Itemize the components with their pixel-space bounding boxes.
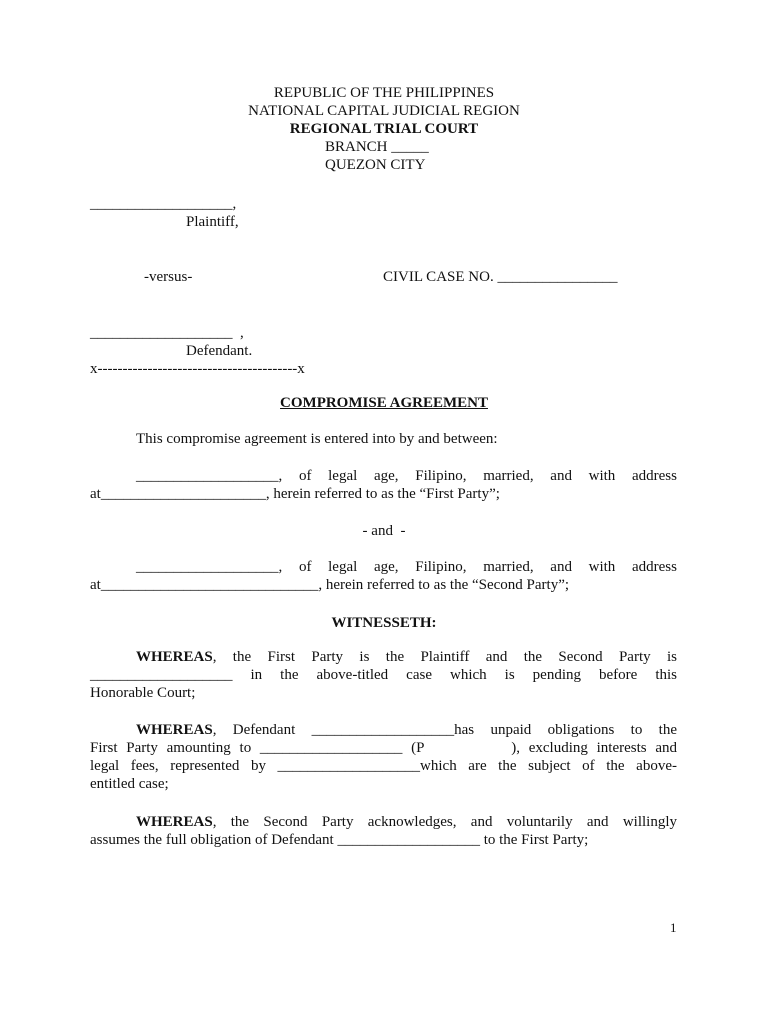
witnesseth-heading: WITNESSETH: [331, 615, 437, 631]
defendant-blank: ___________________ , [90, 325, 244, 341]
whereas2-line1 [136, 721, 677, 739]
intro-text: This compromise agreement is entered into by and between: [136, 431, 498, 447]
whereas2-line3: legal fees, represented by ___________________which are the subject of the above- [90, 758, 677, 774]
header-city: QUEZON CITY [325, 157, 426, 173]
whereas2-line2: First Party amounting to ___________________ (P ), excluding interests and [90, 740, 677, 756]
defendant-label: Defendant. [186, 343, 253, 359]
whereas2-bold: WHEREAS [136, 722, 213, 738]
first-party-line2: at______________________, herein referred to as the “First Party”; [90, 486, 500, 502]
and-separator: - and - [362, 523, 406, 539]
civil-case-number: CIVIL CASE NO. ________________ [383, 269, 618, 285]
whereas1-line2: ___________________ in the above-titled case which is pending before this [90, 667, 677, 683]
whereas1-line1-text: , the First Party is the Plaintiff and the Second Party is [212, 649, 677, 665]
whereas3-line1 [136, 813, 677, 831]
versus-label: -versus- [144, 269, 193, 285]
plaintiff-blank: ___________________, [90, 196, 237, 212]
whereas2-line4: entitled case; [90, 776, 169, 792]
header-court: REGIONAL TRIAL COURT [289, 121, 479, 137]
whereas1-line1 [136, 648, 677, 666]
document-title: COMPROMISE AGREEMENT [280, 395, 488, 411]
whereas2-line1-text: , Defendant ___________________has unpaid obligations to the [212, 722, 677, 738]
header-region: NATIONAL CAPITAL JUDICIAL REGION [248, 103, 520, 119]
caption-separator: x----------------------------------------x [90, 361, 305, 377]
header-republic: REPUBLIC OF THE PHILIPPINES [273, 85, 495, 101]
whereas3-line2: assumes the full obligation of Defendant ___________________ to the First Party; [90, 832, 589, 848]
header-branch: BRANCH _____ [325, 139, 429, 155]
second-party-line1: ___________________, of legal age, Filipino, married, and with address [136, 559, 677, 575]
first-party-line1: ___________________, of legal age, Filipino, married, and with address [136, 468, 677, 484]
whereas1-line3: Honorable Court; [90, 685, 196, 701]
second-party-line2: at_____________________________, herein referred to as the “Second Party”; [90, 577, 570, 593]
page-number: 1 [670, 920, 677, 935]
whereas1-bold: WHEREAS [136, 649, 213, 665]
plaintiff-label: Plaintiff, [186, 214, 239, 230]
whereas3-bold: WHEREAS [136, 814, 213, 830]
whereas3-line1-text: , the Second Party acknowledges, and voluntarily and willingly [212, 814, 677, 830]
